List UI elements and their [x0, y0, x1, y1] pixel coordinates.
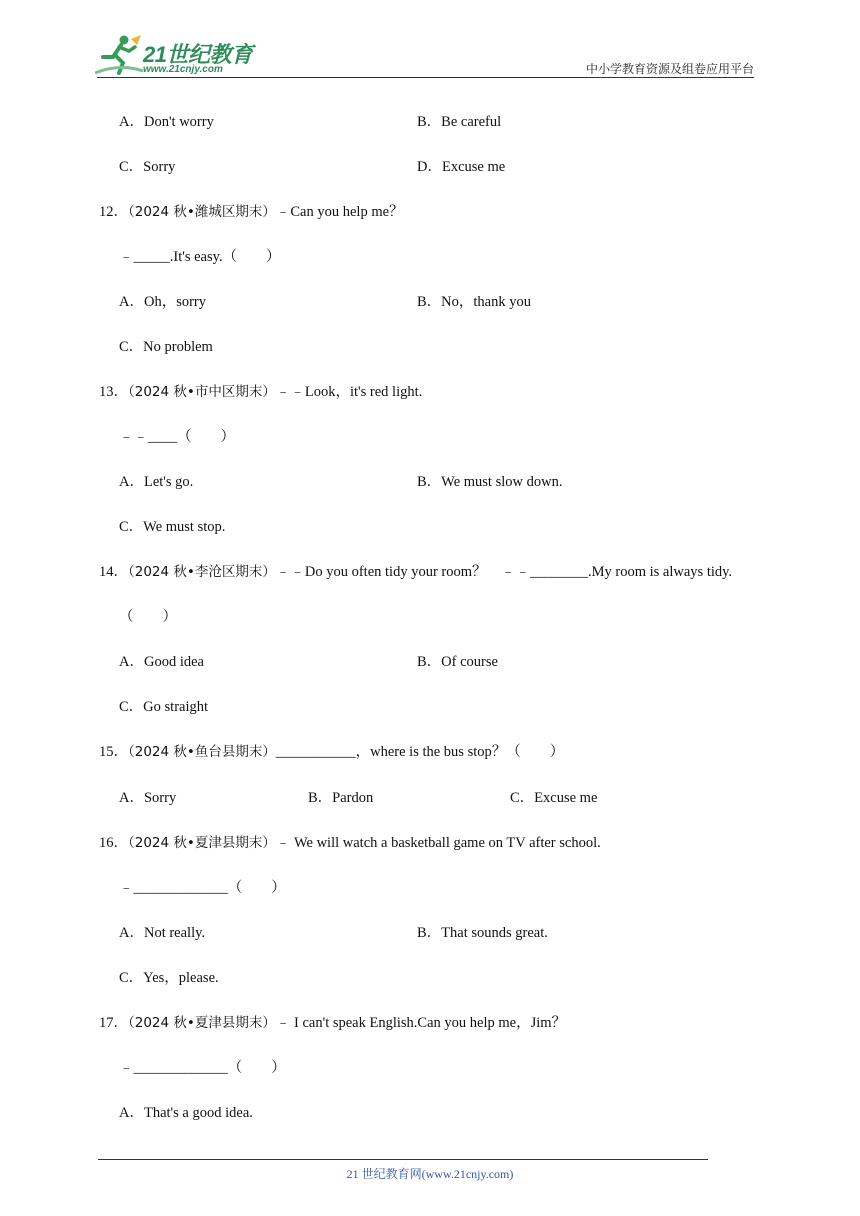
q13-stem [99, 383, 422, 401]
q12-option-b[interactable]: B．No，thank you [417, 294, 531, 310]
q12-blank-line: ﹣_____.It's easy.（ ） [119, 249, 281, 265]
q13-option-c[interactable]: C．We must stop. [119, 519, 226, 535]
q14-option-c[interactable]: C．Go straight [119, 699, 209, 715]
q14-option-b[interactable]: B．Of course [417, 654, 498, 670]
question-source: （2024 秋•夏津县期末） [128, 1015, 276, 1031]
header-tagline: 中小学教育资源及组卷应用平台 [585, 62, 754, 76]
question-text: ﹣﹣Do you often tidy your room？ ﹣﹣________.My room is always tidy. [275, 564, 733, 580]
q14-stem [99, 563, 732, 581]
q12-option-c[interactable]: C．No problem [119, 339, 213, 355]
question-source: （2024 秋•鱼台县期末） [128, 744, 276, 760]
page-header [0, 0, 860, 80]
q13-blank-line: ﹣﹣____（ ） [119, 429, 235, 445]
q14-option-a[interactable]: A．Good idea [119, 654, 204, 670]
q16-option-c[interactable]: C．Yes，please. [119, 970, 219, 986]
question-source: （2024 秋•李沧区期末） [128, 564, 276, 580]
question-text: ﹣ I can't speak English.Can you help me，Jim？ [275, 1015, 567, 1031]
q16-stem [99, 834, 601, 852]
q15-option-a[interactable]: A．Sorry [119, 790, 177, 806]
q15-option-c[interactable]: C．Excuse me [510, 790, 598, 806]
question-source: （2024 秋•潍城区期末） [128, 204, 276, 220]
site-logo[interactable] [95, 33, 265, 78]
logo-url: www.21cnjy.com [143, 64, 223, 75]
question-text: ﹣ We will watch a basketball game on TV after school. [275, 835, 601, 851]
q17-option-a[interactable]: A．That's a good idea. [119, 1105, 253, 1121]
q13-option-b[interactable]: B．We must slow down. [417, 474, 563, 490]
running-man-icon [95, 33, 143, 77]
q12-option-a[interactable]: A．Oh，sorry [119, 294, 206, 310]
footer-link[interactable]: 21 世纪教育网(www.21cnjy.com) [346, 1167, 514, 1181]
question-number: 17． [99, 1015, 128, 1031]
question-text: ﹣Can you help me？ [275, 204, 404, 220]
q11-option-c[interactable]: C．Sorry [119, 159, 176, 175]
question-number: 13． [99, 384, 128, 400]
logo-text: 21世纪教育 [143, 42, 253, 67]
question-number: 15． [99, 744, 128, 760]
question-source: （2024 秋•夏津县期末） [128, 835, 276, 851]
q16-blank-line: ﹣_____________（ ） [119, 880, 286, 896]
header-divider [97, 77, 754, 78]
q12-stem [99, 203, 404, 221]
q15-option-b[interactable]: B．Pardon [308, 790, 374, 806]
q16-option-b[interactable]: B．That sounds great. [417, 925, 548, 941]
q17-blank-line: ﹣_____________（ ） [119, 1060, 286, 1076]
question-source: （2024 秋•市中区期末） [128, 384, 276, 400]
question-text: ___________，where is the bus stop？（ ） [275, 744, 565, 760]
question-text: ﹣﹣Look，it's red light. [275, 384, 423, 400]
q11-option-d[interactable]: D．Excuse me [417, 159, 506, 175]
q14-answer-bracket: （ ） [119, 609, 177, 625]
q11-option-b[interactable]: B．Be careful [417, 114, 502, 130]
q17-stem [99, 1014, 566, 1032]
q13-option-a[interactable]: A．Let's go. [119, 474, 194, 490]
question-number: 16． [99, 835, 128, 851]
q11-option-a[interactable]: A．Don't worry [119, 114, 214, 130]
question-number: 14． [99, 564, 128, 580]
q15-stem [99, 743, 564, 761]
question-number: 12． [99, 204, 128, 220]
q16-option-a[interactable]: A．Not really. [119, 925, 206, 941]
footer-divider [98, 1159, 708, 1160]
